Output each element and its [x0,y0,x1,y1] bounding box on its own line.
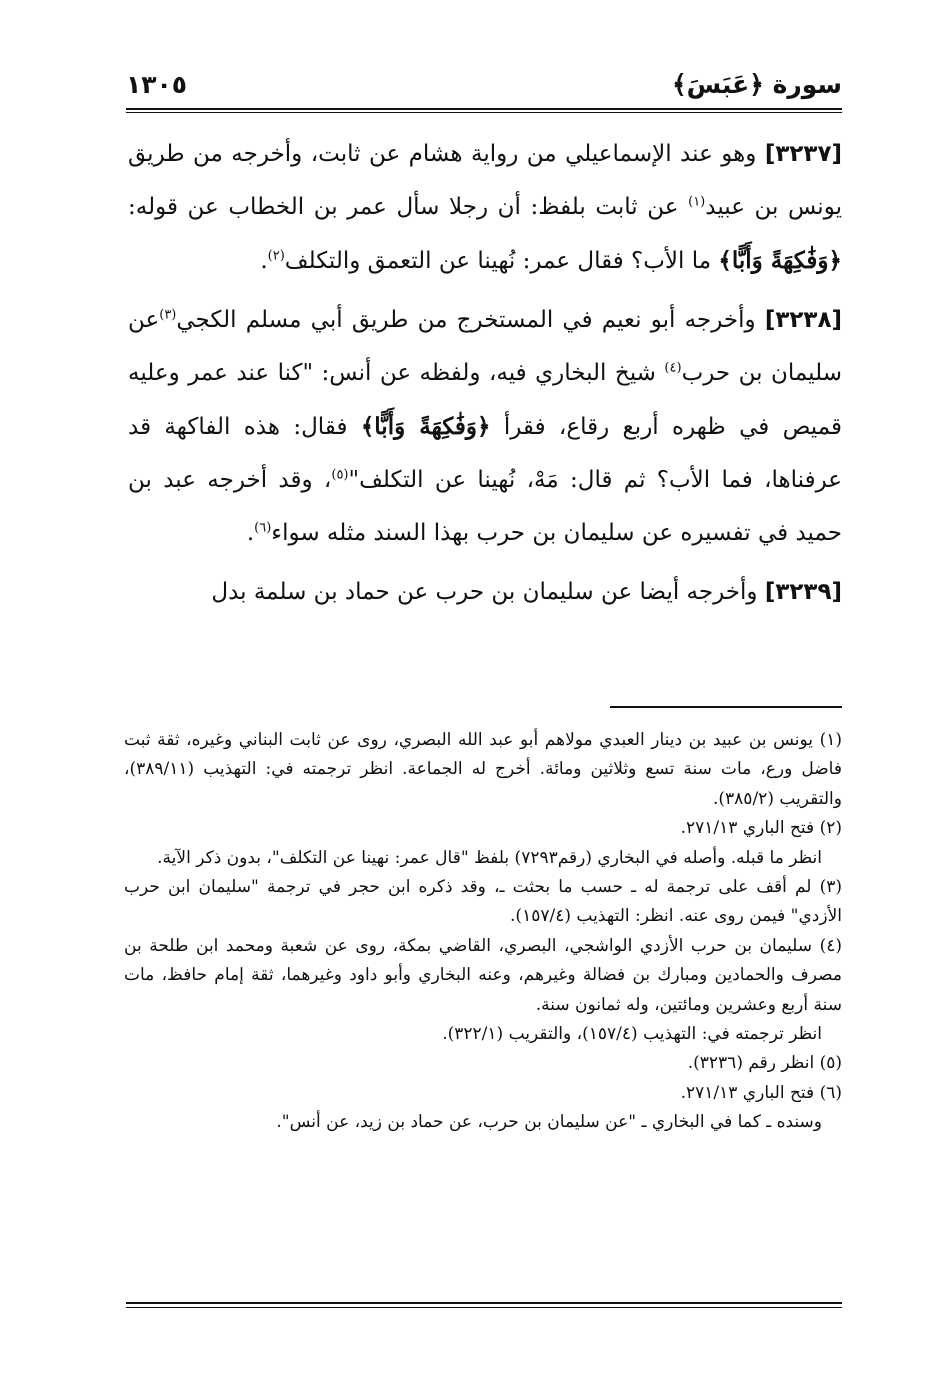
footnote-ref: (٥) [331,467,349,483]
footnote-separator [610,706,842,708]
footnote-ref: (٦) [254,520,272,536]
paragraph-text: شيخ البخاري فيه، ولفظه عن أنس: "كنا عند عمر وعليه قميص في ظهره أربع رقاع، فقرأ [128,360,843,440]
quran-verse: ﴿وَفَٰكِهَةً وَأَبًّا﴾ [360,413,491,440]
hadith-number: [٣٢٣٩] [764,579,842,605]
paragraph-text: ، وقد أخرجه عبد بن حميد في تفسيره عن سليمان بن حرب بهذا السند مثله سواء [128,467,842,546]
header-rule-thin [126,112,842,113]
main-text [128,128,842,625]
footnote-ref: (٤) [664,360,682,376]
paragraph-text: وأخرجه أبو نعيم في المستخرج من طريق أبي مسلم الكجي [176,307,765,333]
header-rule [126,108,842,110]
paragraph-text: عن سليمان بن حرب [128,307,842,386]
footnote-4-continuation: انظر ترجمته في: التهذيب (١٥٧/٤)، والتقريب (٣٢٢/١). [442,1024,822,1045]
hadith-paragraph-3238 [128,294,842,560]
footnote-2: (٢) فتح الباري ٢٧١/١٣. [680,818,842,839]
bottom-rule [126,1302,842,1304]
paragraph-text: وأخرجه أيضا عن سليمان بن حرب عن حماد بن سلمة بدل [211,579,765,605]
footnote-6-continuation: وسنده ـ كما في البخاري ـ "عن سليمان بن حرب، عن حماد بن زيد، عن أنس". [276,1112,822,1133]
footnote-4: (٤) سليمان بن حرب الأزدي الواشجي، البصري، القاضي بمكة، روى عن شعبة ومحمد ابن طلحة بن مصرف والحمادين ومبارك بن فضالة وغيرهم، وعنه البخاري وأبو داود وغيرهما، ثقة إمام حافظ، مات سنة أربع وعشرين ومائتين، وله ثمانون سنة. [124,935,843,1015]
page-header [126,64,842,108]
footnote-ref: (٣) [159,307,177,323]
hadith-number: [٣٢٣٧] [764,141,842,167]
footnote-1: (١) يونس بن عبيد بن دينار العبدي مولاهم أبو عبد الله البصري، روى عن ثابت البناني وغيره، ثقة ثبت فاضل ورع، مات سنة تسع وثلاثين ومائة. أخرج له الجماعة. انظر ترجمته في: التهذيب (٣٨٩/١١)، والتقريب (٣٨٥/٢). [124,730,842,809]
paragraph-text: فقال: هذه الفاكهة قد عرفناها، فما الأب؟ ثم قال: مَهْ، نُهينا عن التكلف" [128,414,843,493]
footnote-6: (٦) فتح الباري ٢٧١/١٣. [680,1082,842,1103]
footnote-2-continuation: انظر ما قبله. وأصله في البخاري (رقم٧٢٩٣) بلفظ "قال عمر: نهينا عن التكلف"، بدون ذكر الآية. [157,847,822,868]
footnote-ref: (١) [688,194,706,210]
paragraph-text: وهو عند الإسماعيلي من رواية هشام عن ثابت، وأخرجه من طريق يونس بن عبيد [128,141,842,220]
paragraph-text: . [260,248,268,274]
paragraph-text: . [246,520,255,546]
hadith-number: [٣٢٣٨] [764,307,842,333]
surah-title: سورة ﴿عَبَسَ﴾ [671,70,842,99]
footnote-ref: (٢) [267,248,285,264]
footnote-3: (٣) لم أقف على ترجمة له ـ حسب ما بحثت ـ، وقد ذكره ابن حجر في ترجمة "سليمان ابن حرب الأزدي" فيمن روى عنه. انظر: التهذيب (١٥٧/٤). [124,877,842,927]
footnotes [124,726,842,1138]
hadith-paragraph-3237 [128,128,842,288]
paragraph-text: ما الأب؟ فقال عمر: نُهينا عن التعمق والتكلف [284,248,719,274]
page-number: ١٣٠٥ [126,70,188,99]
paragraph-text: عن ثابت بلفظ: أن رجلا سأل عمر بن الخطاب عن قوله: [128,194,689,220]
bottom-rule-thin [126,1307,842,1308]
hadith-paragraph-3239 [128,566,842,619]
quran-verse: ﴿وَفَٰكِهَةً وَأَبًّا﴾ [718,247,842,274]
footnote-5: (٥) انظر رقم (٣٢٣٦). [687,1053,842,1074]
